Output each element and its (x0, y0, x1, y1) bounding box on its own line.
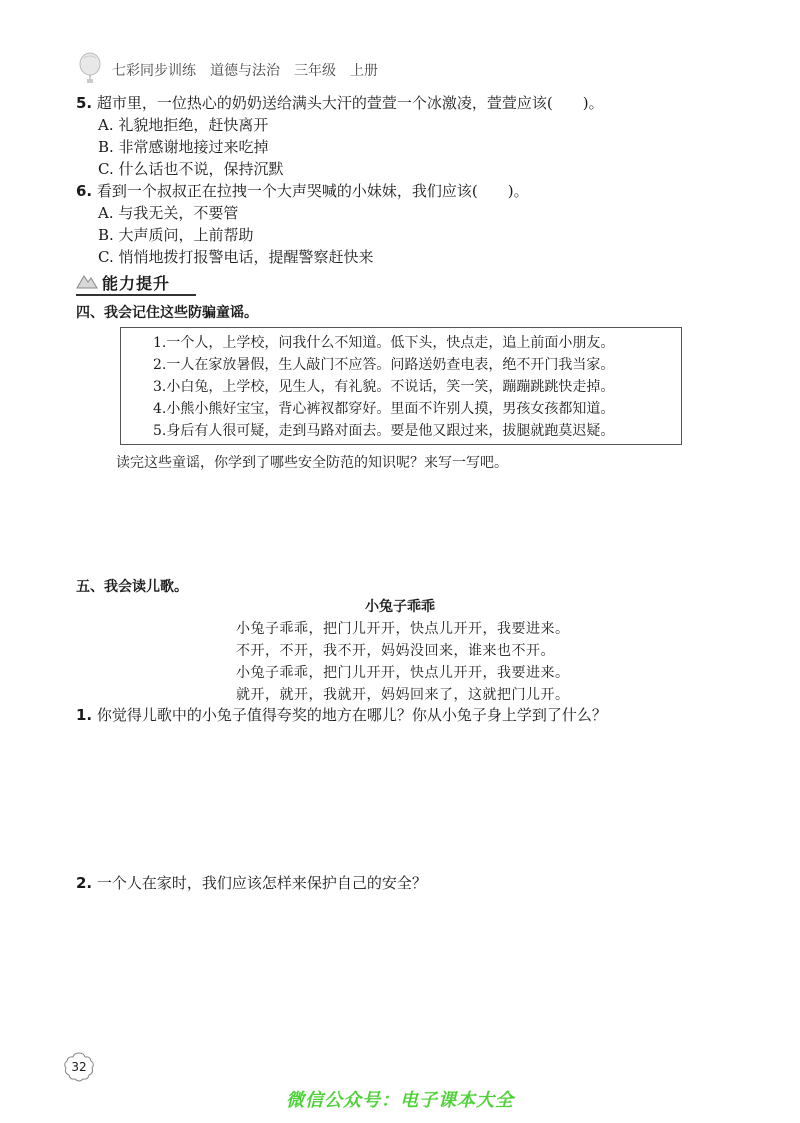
watermark: 微信公众号：电子课本大全 (286, 1090, 514, 1111)
q6-option-a: A. 与我无关，不要管 (98, 204, 239, 222)
poem-line: 不开，不开，我不开，妈妈没回来，谁来也不开。 (236, 643, 555, 659)
section-underline (76, 294, 196, 296)
section-title: 能力提升 (102, 273, 171, 293)
page-header (76, 54, 378, 86)
question-number: 6. (76, 182, 93, 200)
question-6 (76, 180, 529, 202)
part-4-title: 四、我会记住这些防骗童谣。 (76, 305, 258, 321)
mountain-icon (76, 271, 98, 293)
page-number: 32 (71, 1060, 87, 1074)
balloon-icon (76, 52, 104, 88)
question-text: 看到一个叔叔正在拉拽一个大声哭喊的小妹妹，我们应该( )。 (96, 182, 529, 200)
part-4-prompt: 读完这些童谣，你学到了哪些安全防范的知识呢？来写一写吧。 (116, 455, 508, 471)
q5-option-c: C. 什么话也不说，保持沉默 (98, 160, 284, 178)
page-number-badge (62, 1050, 96, 1084)
poem-line: 小兔子乖乖，把门儿开开，快点儿开开，我要进来。 (236, 621, 570, 637)
rhyme-box (120, 327, 682, 445)
question-number: 1. (76, 706, 93, 724)
rhyme-line: 3.小白兔，上学校，见生人，有礼貌。不说话，笑一笑，蹦蹦跳跳快走掉。 (153, 379, 615, 395)
q5-option-a: A. 礼貌地拒绝，赶快离开 (98, 116, 269, 134)
question-text: 一个人在家时，我们应该怎样来保护自己的安全？ (96, 874, 427, 892)
poem-line: 就开，就开，我就开，妈妈回来了，这就把门儿开。 (236, 687, 570, 703)
rhyme-line: 5.身后有人很可疑，走到马路对面去。要是他又跟过来，拔腿就跑莫迟疑。 (153, 423, 615, 439)
poem-body (236, 618, 570, 706)
rhyme-line: 4.小熊小熊好宝宝，背心裤衩都穿好。里面不许别人摸，男孩女孩都知道。 (153, 401, 615, 417)
rhyme-line: 1.一个人，上学校，问我什么不知道。低下头，快点走，追上前面小朋友。 (153, 335, 615, 351)
q6-option-b: B. 大声质问，上前帮助 (98, 226, 254, 244)
question-5 (76, 92, 604, 114)
section-heading (76, 270, 196, 294)
question-number: 5. (76, 94, 93, 112)
question-number: 2. (76, 874, 93, 892)
poem-line: 小兔子乖乖，把门儿开开，快点儿开开，我要进来。 (236, 665, 570, 681)
q5-option-b: B. 非常感谢地接过来吃掉 (98, 138, 269, 156)
poem-title: 小兔子乖乖 (365, 599, 435, 615)
part-5-question-2 (76, 872, 427, 894)
question-text: 你觉得儿歌中的小兔子值得夸奖的地方在哪儿？你从小兔子身上学到了什么？ (96, 706, 607, 724)
q6-option-c: C. 悄悄地拨打报警电话，提醒警察赶快来 (98, 248, 374, 266)
question-text: 超市里，一位热心的奶奶送给满头大汗的萱萱一个冰激凌，萱萱应该( )。 (96, 94, 604, 112)
part-5-question-1 (76, 704, 607, 726)
header-title: 七彩同步训练 道德与法治 三年级 上册 (112, 63, 378, 79)
part-5-title: 五、我会读儿歌。 (76, 579, 188, 595)
rhyme-line: 2.一人在家放暑假，生人敲门不应答。问路送奶查电表，绝不开门我当家。 (153, 357, 615, 373)
